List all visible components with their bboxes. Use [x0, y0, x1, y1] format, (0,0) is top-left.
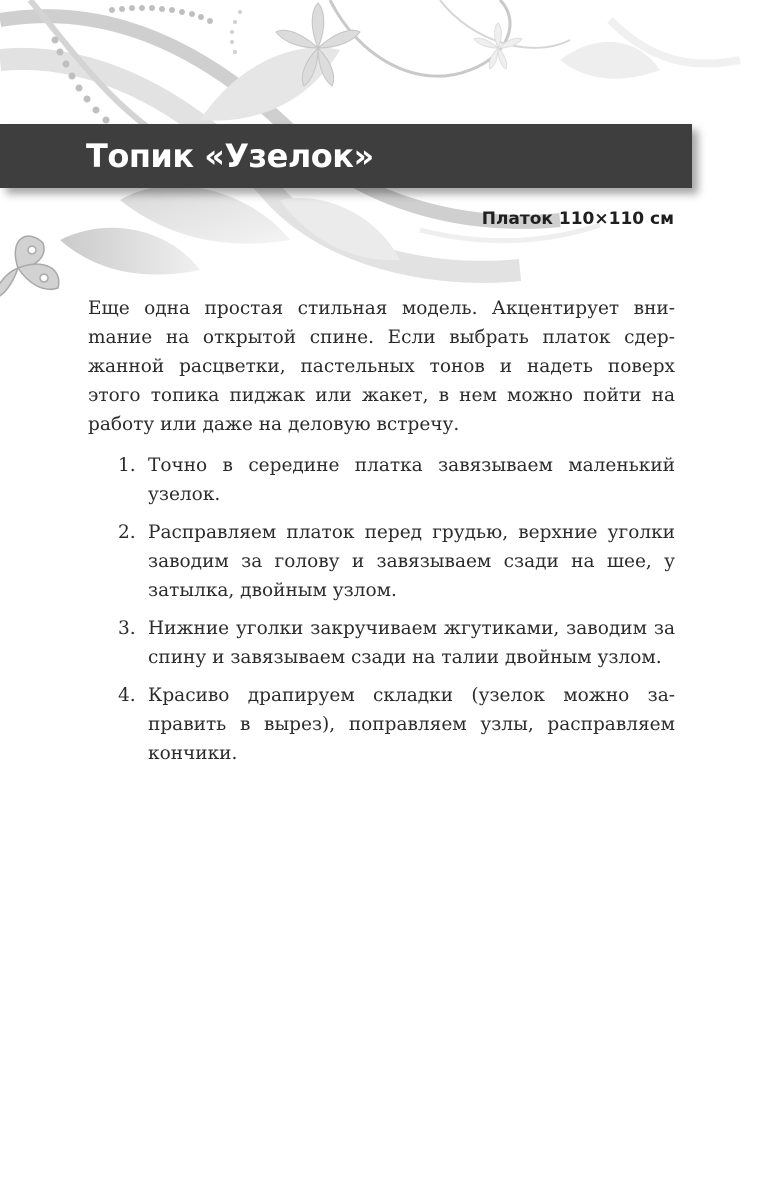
step-text: Красиво драпируем складки (узелок можно заправить в вырез), поправляем узлы, расправляем кончики. — [148, 685, 675, 764]
step-number: 4. — [118, 685, 136, 706]
page-title: Топик «Узелок» — [86, 137, 374, 175]
step-number: 1. — [118, 455, 136, 476]
step-text: Точно в середине платка завязываем маленький узелок. — [148, 455, 675, 505]
list-item — [88, 451, 675, 509]
list-item — [88, 614, 675, 672]
steps-list — [88, 451, 675, 777]
list-item — [88, 681, 675, 768]
scarf-size-note: Платок 110×110 см — [481, 209, 674, 229]
title-bar — [0, 124, 692, 188]
intro-paragraph: Еще одна простая стильная модель. Акцентирует вниmание на открытой спине. Если выбрать платок сдержанной расцветки, пастельных тонов и надеть поверх этого топика пиджак или жакет, в нем можно пойти на работу или даже на деловую встречу. — [88, 298, 675, 435]
step-text: Нижние уголки закручиваем жгутиками, заводим за спину и завязываем сзади на талии двойным узлом. — [148, 618, 675, 668]
step-number: 2. — [118, 522, 136, 543]
step-number: 3. — [118, 618, 136, 639]
list-item — [88, 518, 675, 605]
step-text: Расправляем платок перед грудью, верхние уголки заводим за голову и завязываем сзади на шее, у затылка, двойным узлом. — [148, 522, 675, 601]
